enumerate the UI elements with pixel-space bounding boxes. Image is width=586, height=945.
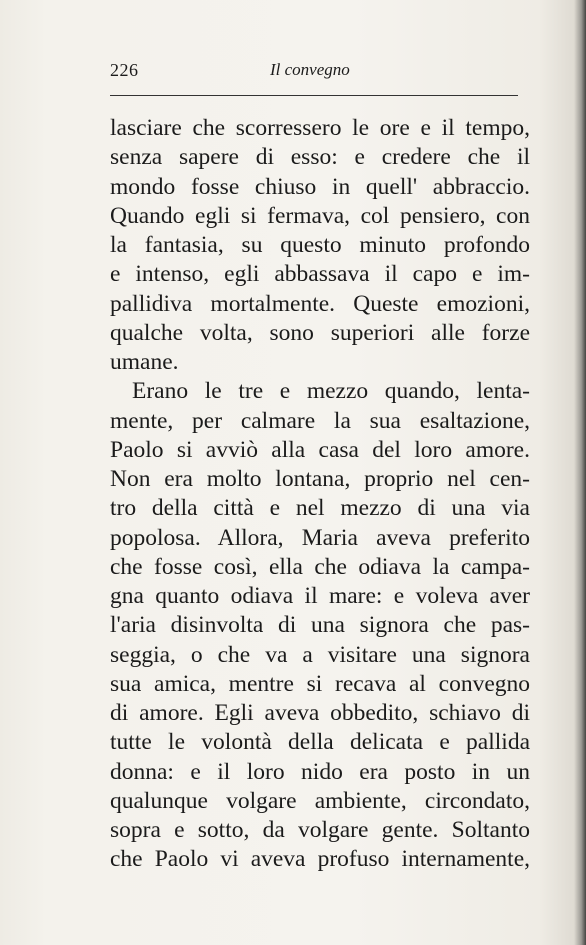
- body-text: [110, 114, 530, 875]
- text-line: qualunque volgare ambiente, circondato,: [110, 787, 530, 814]
- page-edge-shadow: [574, 0, 586, 945]
- text-line: Quando egli si fermava, col pensiero, con: [110, 202, 530, 229]
- text-line: di amore. Egli aveva obbedito, schiavo di: [110, 700, 530, 726]
- text-line: tro della città e nel mezzo di una via: [110, 495, 530, 522]
- page-number: 226: [110, 60, 139, 80]
- text-line: sopra e sotto, da volgare gente. Soltanto: [110, 817, 530, 843]
- text-line: seggia, o che va a visitare una signora: [110, 641, 530, 668]
- text-line: e intenso, egli abbassava il capo e im-: [110, 261, 530, 288]
- text-line: popolosa. Allora, Maria aveva preferito: [110, 524, 530, 551]
- text-line: la fantasia, su questo minuto profondo: [110, 232, 530, 258]
- text-line: che fosse così, ella che odiava la campa-: [110, 553, 530, 580]
- text-line: gna quanto odiava il mare: e voleva aver: [110, 583, 530, 609]
- text-line: senza sapere di esso: e credere che il: [110, 144, 530, 171]
- text-line: l'aria disinvolta di una signora che pas-: [110, 612, 530, 639]
- text-line: donna: e il loro nido era posto in un: [110, 758, 530, 785]
- text-line: tutte le volontà della delicata e pallida: [110, 729, 530, 756]
- text-line: Non era molto lontana, proprio nel cen-: [110, 466, 530, 492]
- text-line: pallidiva mortalmente. Queste emozioni,: [110, 290, 530, 317]
- text-line: che Paolo vi aveva profuso internamente,: [110, 846, 530, 873]
- text-line: sua amica, mentre si recava al convegno: [110, 670, 530, 697]
- text-line: umane.: [110, 349, 179, 375]
- text-line: mondo fosse chiuso in quell' abbraccio.: [110, 173, 530, 200]
- text-line: lasciare che scorressero le ore e il tempo,: [110, 115, 530, 141]
- header-rule: [110, 95, 518, 96]
- text-line: mente, per calmare la sua esaltazione,: [110, 407, 530, 434]
- page-header: [110, 60, 520, 86]
- text-line: Erano le tre e mezzo quando, lenta-: [132, 378, 530, 405]
- running-title: Il convegno: [270, 60, 350, 79]
- text-line: Paolo si avviò alla casa del loro amore.: [110, 436, 530, 463]
- text-line: qualche volta, sono superiori alle forze: [110, 319, 530, 346]
